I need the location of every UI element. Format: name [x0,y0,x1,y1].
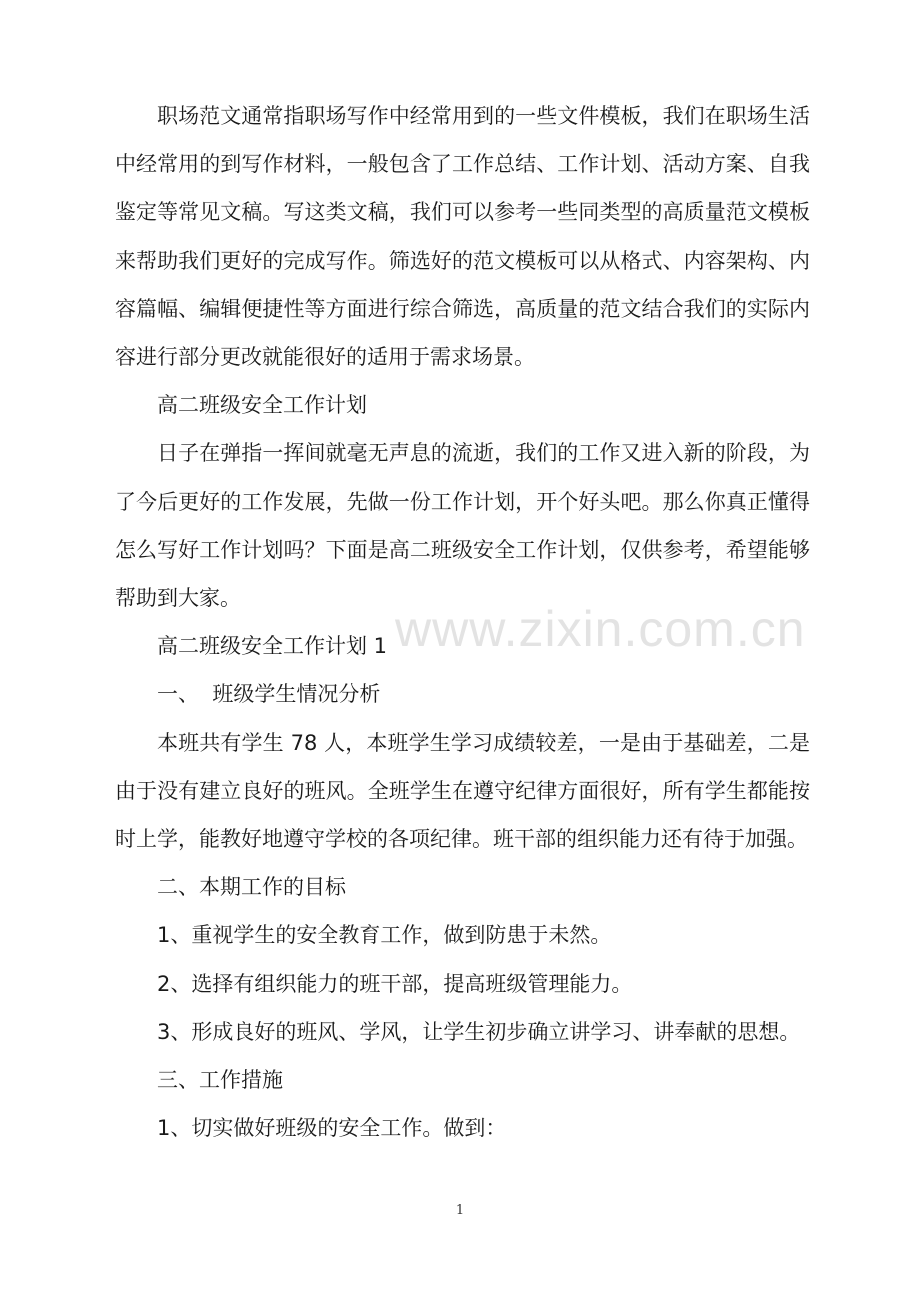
situation-paragraph: 本班共有学生 78 人，本班学生学习成绩较差，一是由于基础差，二是由于没有建立良好的班风。全班学生在遵守纪律方面很好，所有学生都能按时上学，能教好地遵守学校的各项纪律。班干部的组织能力还有待于加强。 [115,730,810,852]
heading-measures: 三、工作措施 [157,1068,283,1093]
heading-goals: 二、本期工作的目标 [157,875,346,900]
watermark: www.zixin.com.cn [395,601,806,657]
heading-situation-analysis: 一、 班级学生情况分析 [157,682,381,707]
goal-item: 1、重视学生的安全教育工作，做到防患于未然。 [157,923,612,948]
intro-paragraph: 职场范文通常指职场写作中经常用到的一些文件模板，我们在职场生活中经常用的到写作材料，一般包含了工作总结、工作计划、活动方案、自我鉴定等常见文稿。写这类文稿，我们可以参考一些同类型的高质量范文模板来帮助我们更好的完成写作。筛选好的范文模板可以从格式、内容架构、内容篇幅、编辑便捷性等方面进行综合筛选，高质量的范文结合我们的实际内容进行部分更改就能很好的适用于需求场景。 [115,104,810,370]
section-title: 高二班级安全工作计划 1 [157,634,388,659]
page-number: 1 [455,1203,465,1218]
goal-item: 3、形成良好的班风、学风，让学生初步确立讲学习、讲奉献的思想。 [157,1019,801,1044]
lead-paragraph: 日子在弹指一挥间就毫无声息的流逝，我们的工作又进入新的阶段，为了今后更好的工作发展，先做一份工作计划，开个好头吧。那么你真正懂得怎么写好工作计划吗？下面是高二班级安全工作计划，仅供参考，希望能够帮助到大家。 [115,441,810,611]
document-body [115,92,810,1152]
goal-item: 2、选择有组织能力的班干部，提高班级管理能力。 [157,971,633,996]
measure-item: 1、切实做好班级的安全工作。做到： [157,1116,507,1141]
doc-title: 高二班级安全工作计划 [157,393,367,418]
